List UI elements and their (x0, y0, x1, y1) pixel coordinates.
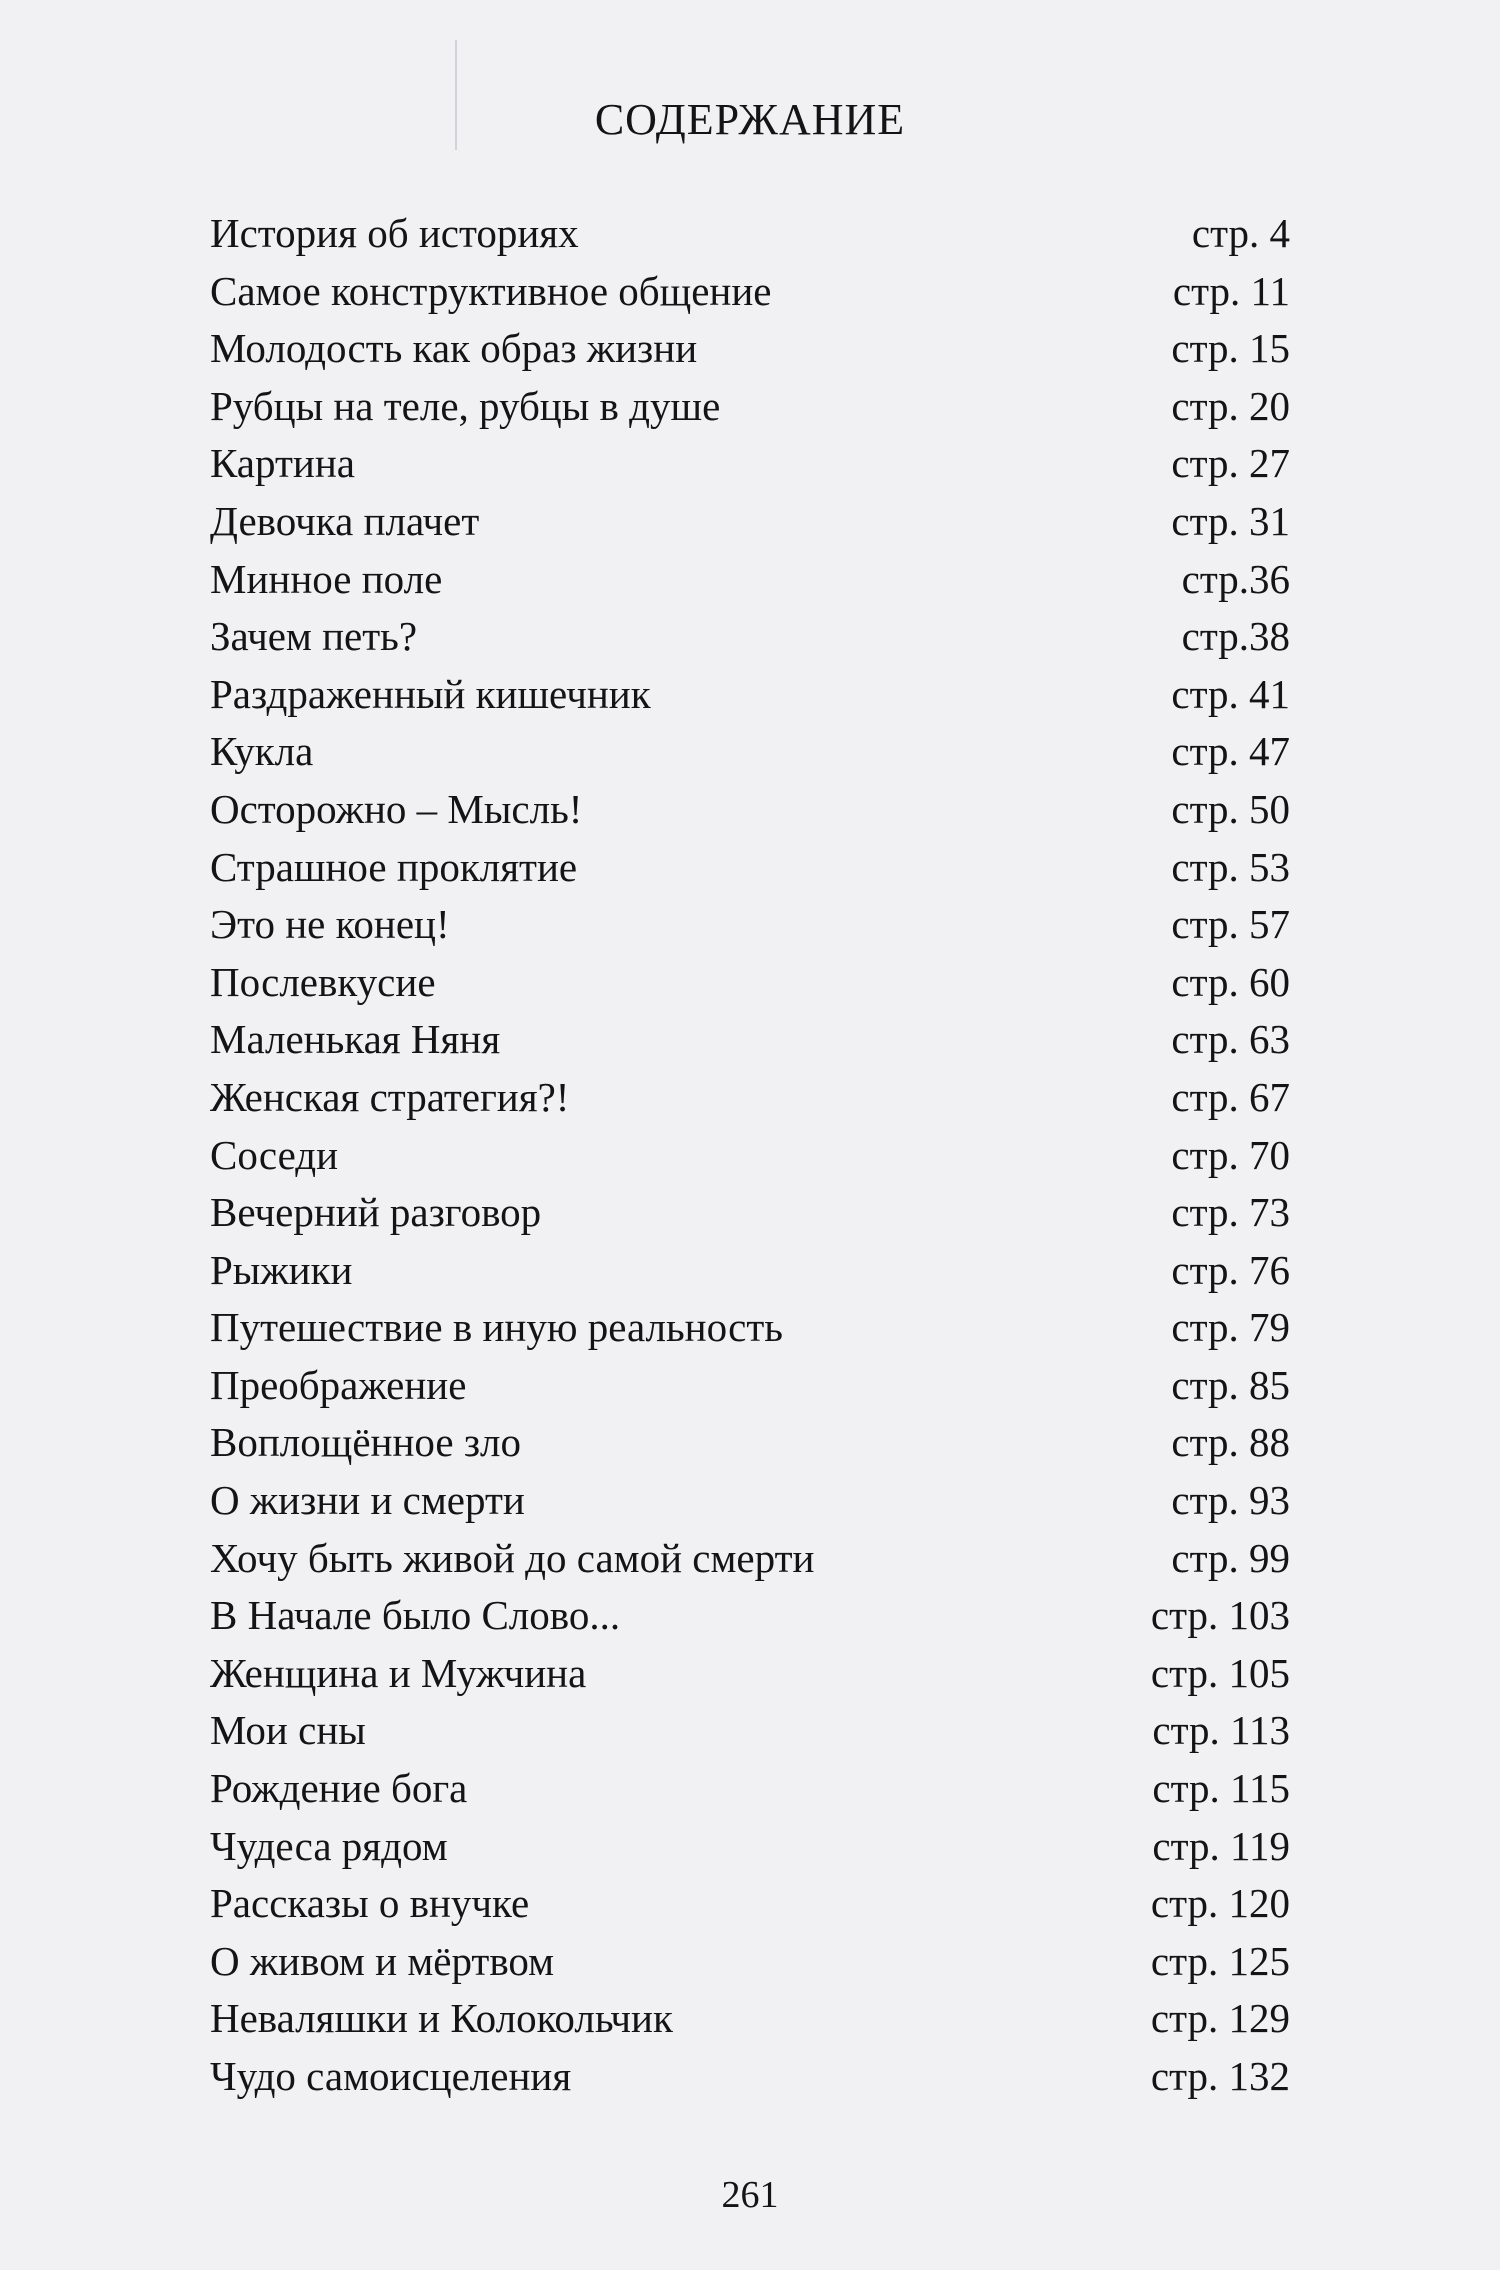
toc-entry-title: Это не конец! (210, 901, 450, 948)
toc-entry-title: Хочу быть живой до самой смерти (210, 1534, 815, 1581)
toc-entry-title: Осторожно – Мысль! (210, 785, 583, 832)
toc-entry (210, 1645, 1290, 1703)
toc-entry (210, 1587, 1290, 1645)
toc-entry-page: стр. 76 (1171, 1246, 1290, 1293)
toc-entry-title: Воплощённое зло (210, 1419, 522, 1466)
toc-entry (210, 205, 1290, 263)
toc-entry (210, 435, 1290, 493)
toc-entry-page: стр. 31 (1171, 497, 1290, 544)
toc-entry (210, 1299, 1290, 1357)
toc-entry (210, 1875, 1290, 1933)
toc-entry-title: Зачем петь? (210, 613, 418, 660)
toc-entry-title: Картина (210, 440, 355, 487)
toc-entry-title: Неваляшки и Колокольчик (210, 1995, 673, 2042)
page-number: 261 (721, 2174, 779, 2216)
toc-entry (210, 1530, 1290, 1588)
toc-entry-page: стр. 119 (1152, 1822, 1290, 1869)
toc-entry-page: стр. 85 (1171, 1361, 1290, 1408)
toc-entry (210, 1702, 1290, 1760)
toc-entry-page: стр. 50 (1171, 785, 1290, 832)
toc-entry-title: Чудеса рядом (210, 1822, 448, 1869)
toc-entry-page: стр. 47 (1171, 728, 1290, 775)
toc-entry-title: Рождение бога (210, 1765, 468, 1812)
toc-entry-page: стр. 53 (1171, 843, 1290, 890)
toc-entry-title: История об историях (210, 210, 579, 256)
toc-entry (210, 320, 1290, 378)
toc-entry (210, 1818, 1290, 1876)
toc-entry-title: Соседи (210, 1131, 339, 1178)
toc-entry-title: Вечерний разговор (210, 1189, 542, 1236)
toc-entry-page: стр. 113 (1152, 1707, 1290, 1754)
toc-entry (210, 723, 1290, 781)
toc-entry-title: Женщина и Мужчина (210, 1649, 587, 1696)
toc-entry-title: Самое конструктивное общение (210, 267, 772, 314)
toc-entry-page: стр. 99 (1171, 1534, 1290, 1581)
toc-entry-page: стр. 27 (1171, 440, 1290, 487)
toc-entry-page: стр. 67 (1171, 1073, 1290, 1120)
toc-entry-page: стр. 93 (1171, 1477, 1290, 1524)
toc-entry-title: Мои сны (210, 1707, 366, 1754)
toc-entry-title: Чудо самоисцеления (210, 2053, 572, 2099)
toc-entry-title: Раздраженный кишечник (210, 670, 651, 717)
toc-entry (210, 263, 1290, 321)
toc-entry-title: Путешествие в иную реальность (210, 1304, 783, 1351)
toc-entry (210, 493, 1290, 551)
toc-entry-page: стр. 129 (1150, 1995, 1290, 2042)
toc-entry (210, 1760, 1290, 1818)
toc-entry-title: Рыжики (210, 1246, 353, 1293)
toc-entry-page: стр. 4 (1191, 210, 1290, 256)
toc-entry-page: стр. 132 (1150, 2053, 1290, 2099)
page-title: СОДЕРЖАНИЕ (594, 95, 906, 144)
toc-entry (210, 1127, 1290, 1185)
toc-entry (210, 1357, 1290, 1415)
toc-entry (210, 551, 1290, 609)
toc-entry-title: Маленькая Няня (210, 1016, 501, 1063)
toc-entry-page: стр. 105 (1150, 1649, 1290, 1696)
toc-entry-page: стр. 115 (1152, 1765, 1290, 1812)
toc-entry (210, 2048, 1290, 2106)
toc-entry (210, 1414, 1290, 1472)
toc-entry (210, 1011, 1290, 1069)
toc-entry (210, 1069, 1290, 1127)
toc-entry-title: О живом и мёртвом (210, 1937, 555, 1984)
toc-entry-page: стр. 20 (1171, 382, 1290, 429)
toc-entry-title: Девочка плачет (210, 497, 480, 544)
table-of-contents (210, 205, 1290, 2106)
toc-entry-title: Страшное проклятие (210, 843, 578, 890)
toc-entry-page: стр.38 (1181, 613, 1290, 660)
toc-entry-title: Рассказы о внучке (210, 1880, 530, 1927)
toc-entry-page: стр. 73 (1171, 1189, 1290, 1236)
toc-entry (210, 1472, 1290, 1530)
toc-entry-title: Молодость как образ жизни (210, 325, 698, 372)
toc-entry (210, 781, 1290, 839)
toc-entry-page: стр. 88 (1171, 1419, 1290, 1466)
toc-entry-page: стр.36 (1181, 555, 1290, 602)
toc-entry-title: О жизни и смерти (210, 1477, 525, 1524)
toc-entry (210, 954, 1290, 1012)
toc-entry (210, 378, 1290, 436)
toc-entry-page: стр. 70 (1171, 1131, 1290, 1178)
toc-entry-page: стр. 63 (1171, 1016, 1290, 1063)
toc-entry-page: стр. 11 (1172, 267, 1290, 314)
toc-entry-page: стр. 60 (1171, 958, 1290, 1005)
toc-entry (210, 1242, 1290, 1300)
toc-entry-title: В Начале было Слово... (210, 1592, 621, 1639)
toc-entry-title: Послевкусие (210, 958, 436, 1005)
toc-entry-title: Женская стратегия?! (210, 1073, 570, 1120)
toc-entry (210, 839, 1290, 897)
toc-entry-page: стр. 79 (1171, 1304, 1290, 1351)
toc-entry-page: стр. 41 (1171, 670, 1290, 717)
toc-entry-page: стр. 103 (1150, 1592, 1290, 1639)
toc-entry-title: Минное поле (210, 555, 443, 602)
toc-entry-page: стр. 120 (1150, 1880, 1290, 1927)
toc-entry (210, 1933, 1290, 1991)
toc-entry-page: стр. 15 (1171, 325, 1290, 372)
toc-entry (210, 608, 1290, 666)
toc-entry (210, 666, 1290, 724)
toc-entry-page: стр. 125 (1150, 1937, 1290, 1984)
toc-entry (210, 896, 1290, 954)
toc-entry-title: Преображение (210, 1361, 467, 1408)
toc-entry-page: стр. 57 (1171, 901, 1290, 948)
toc-entry-title: Рубцы на теле, рубцы в душе (210, 382, 721, 429)
toc-entry-title: Кукла (210, 728, 314, 775)
toc-entry (210, 1184, 1290, 1242)
toc-entry (210, 1990, 1290, 2048)
